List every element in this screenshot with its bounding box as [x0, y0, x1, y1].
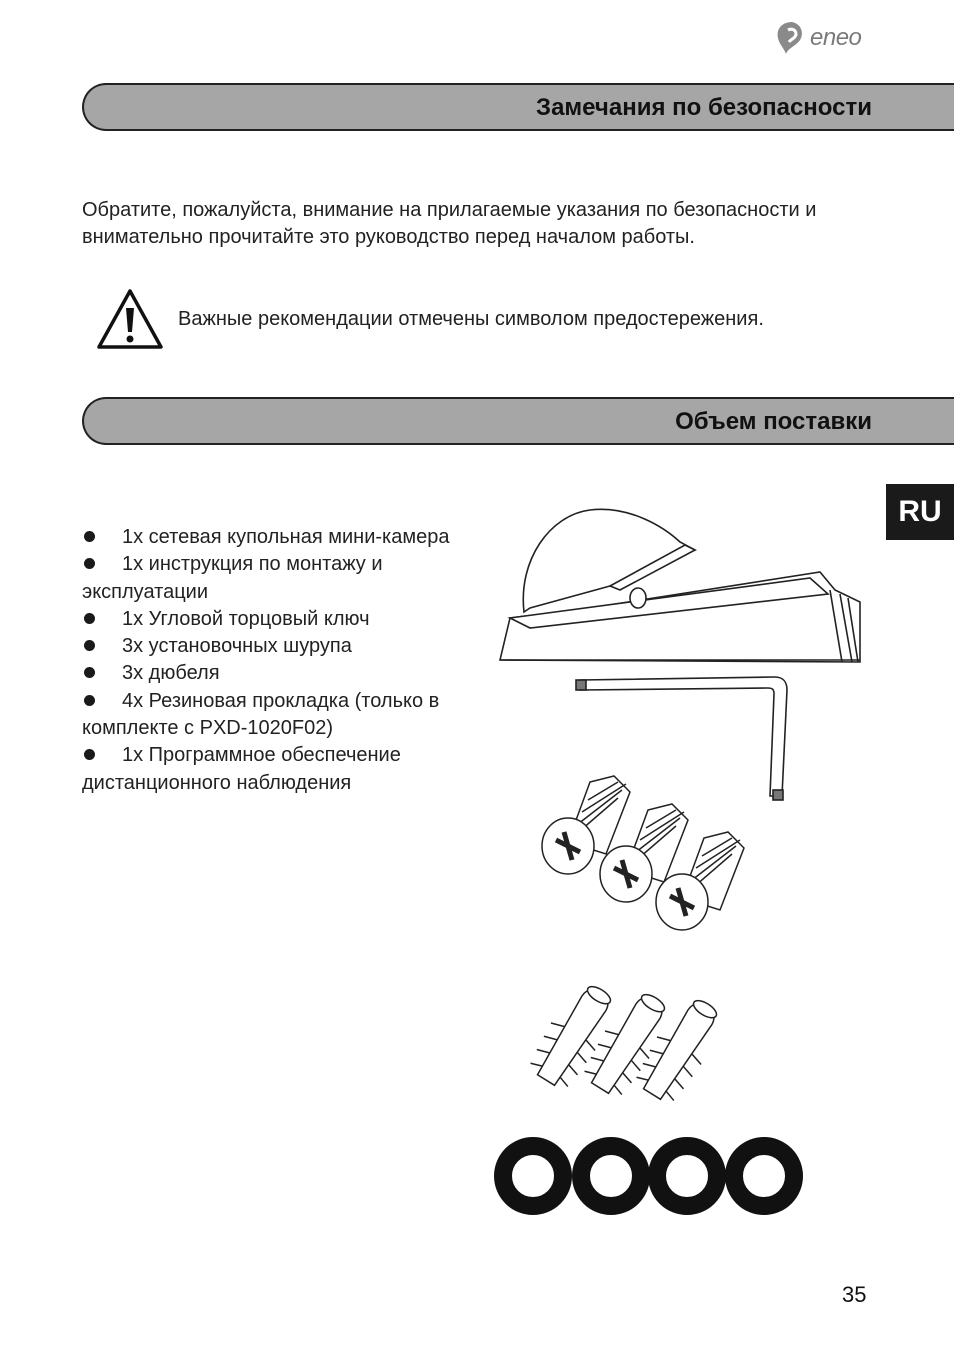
bullet-icon	[84, 613, 95, 624]
list-item: 1x сетевая купольная мини-камера	[82, 524, 472, 551]
bullet-icon	[84, 558, 95, 569]
section-header-safety	[82, 83, 954, 131]
section-header-delivery	[82, 397, 954, 445]
wall-plug-icon	[524, 976, 730, 1107]
logo-text: eneo	[810, 24, 862, 51]
bullet-icon	[84, 749, 95, 760]
section-title-delivery: Объем поставки	[675, 408, 872, 435]
delivery-contents-illustration	[490, 490, 870, 1230]
eneo-logo	[774, 18, 884, 58]
page-number: 35	[842, 1282, 867, 1307]
list-item: 3x установочных шурупа	[82, 633, 472, 660]
bullet-icon	[84, 667, 95, 678]
list-item: 3x дюбеля	[82, 660, 472, 687]
eneo-logo-icon	[774, 18, 810, 58]
list-item: 1x Программное обеспечение дистанционного наблюдения	[82, 744, 401, 794]
bullet-icon	[84, 640, 95, 651]
list-item: 4x Резиновая прокладка (только в комплекте с PXD-1020F02)	[82, 689, 440, 740]
bullet-icon	[84, 531, 95, 542]
intro-paragraph: Обратите, пожалуйста, внимание на прилагаемые указания по безопасности и внимательно прочитайте это руководство перед началом работы.	[82, 199, 817, 248]
warning-text: Важные рекомендации отмечены символом предостережения.	[178, 308, 764, 330]
rubber-gasket-icon	[503, 1146, 794, 1206]
delivery-list	[82, 524, 472, 797]
language-tab: RU	[886, 484, 954, 540]
warning-note	[96, 288, 896, 352]
list-item: 1x Угловой торцовый ключ	[82, 606, 472, 633]
screw-icon	[542, 776, 744, 930]
list-item: 1x инструкция по монтажу и эксплуатации	[82, 553, 383, 603]
section-title-safety: Замечания по безопасности	[536, 94, 872, 121]
warning-triangle-icon	[96, 288, 164, 350]
dome-camera-icon	[500, 509, 860, 662]
bullet-icon	[84, 695, 95, 706]
